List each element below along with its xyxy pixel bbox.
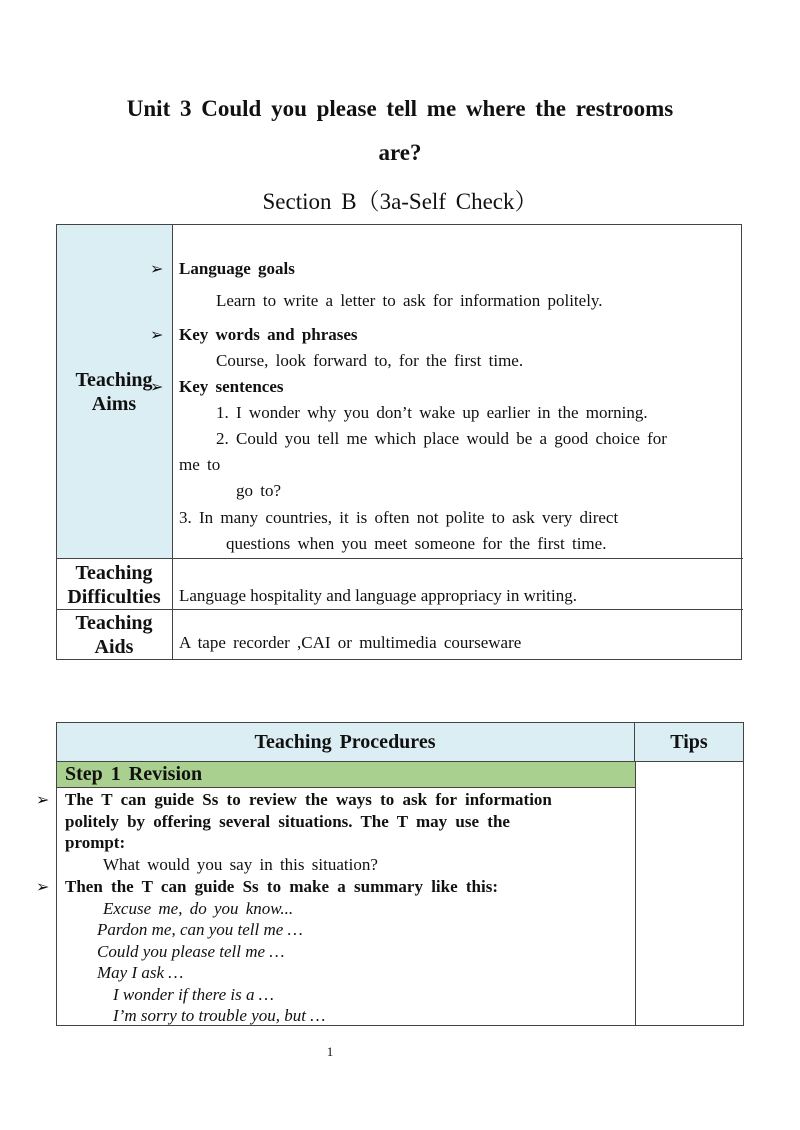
section-subtitle: Section B（3a-Self Check） [262,189,538,214]
arrow-bullet-icon: ➢ [36,879,50,896]
aids-label-line2: Aids [94,636,134,658]
difficulties-label-line1: Teaching [75,562,153,584]
document-title-continued: are? [378,140,422,165]
document-title: Unit 3 Could you please tell me where the restrooms [126,96,674,121]
row-divider [173,558,743,559]
difficulties-text: Language hospitality and language appropriacy in writing. [179,586,577,605]
difficulties-label-line2: Difficulties [67,586,161,608]
language-goals-text: Learn to write a letter to ask for information politely. [216,291,603,310]
language-goals-heading: Language goals [179,259,295,278]
key-sentences-heading: Key sentences [179,377,284,396]
tips-header: Tips [670,731,708,753]
sentence-2: 2. Could you tell me which place would be a good choice for [216,429,667,448]
bullet2: Then the T can guide Ss to make a summary like this: [65,877,498,896]
sentence-1: 1. I wonder why you don’t wake up earlier in the morning. [216,403,648,422]
aims-label: Teaching Aims [75,369,153,415]
arrow-bullet-icon: ➢ [36,792,50,809]
summary-line: Excuse me, do you know... [103,899,294,918]
procedures-header: Teaching Procedures [254,731,436,753]
prompt-text: What would you say in this situation? [103,855,378,874]
aids-text: A tape recorder ,CAI or multimedia courseware [179,633,522,652]
tips-column-divider [635,762,636,1026]
sentence-2-continued: me to [179,455,221,474]
page-number: 1 [326,1044,334,1059]
arrow-bullet-icon: ➢ [150,261,164,278]
arrow-bullet-icon: ➢ [150,379,164,396]
bullet1-line1: The T can guide Ss to review the ways to ask for information [65,790,552,809]
summary-line: I’m sorry to trouble you, but … [113,1006,326,1025]
key-words-text: Course, look forward to, for the first time. [216,351,524,370]
bullet1-line2: politely by offering several situations. The T may use the [65,812,510,831]
row-divider [173,609,743,610]
summary-line: I wonder if there is a … [113,985,274,1004]
bullet1-line3: prompt: [65,833,126,852]
step1-header: Step 1 Revision [57,762,635,788]
key-words-heading: Key words and phrases [179,325,358,344]
arrow-bullet-icon: ➢ [150,327,164,344]
sentence-3: 3. In many countries, it is often not polite to ask very direct [179,508,619,527]
sentence-2-end: go to? [236,481,282,500]
summary-line: Could you please tell me … [97,942,285,961]
aids-label-line1: Teaching [75,612,153,634]
summary-line: May I ask … [97,963,184,982]
sentence-3-continued: questions when you meet someone for the first time. [226,534,607,553]
summary-line: Pardon me, can you tell me … [97,920,303,939]
